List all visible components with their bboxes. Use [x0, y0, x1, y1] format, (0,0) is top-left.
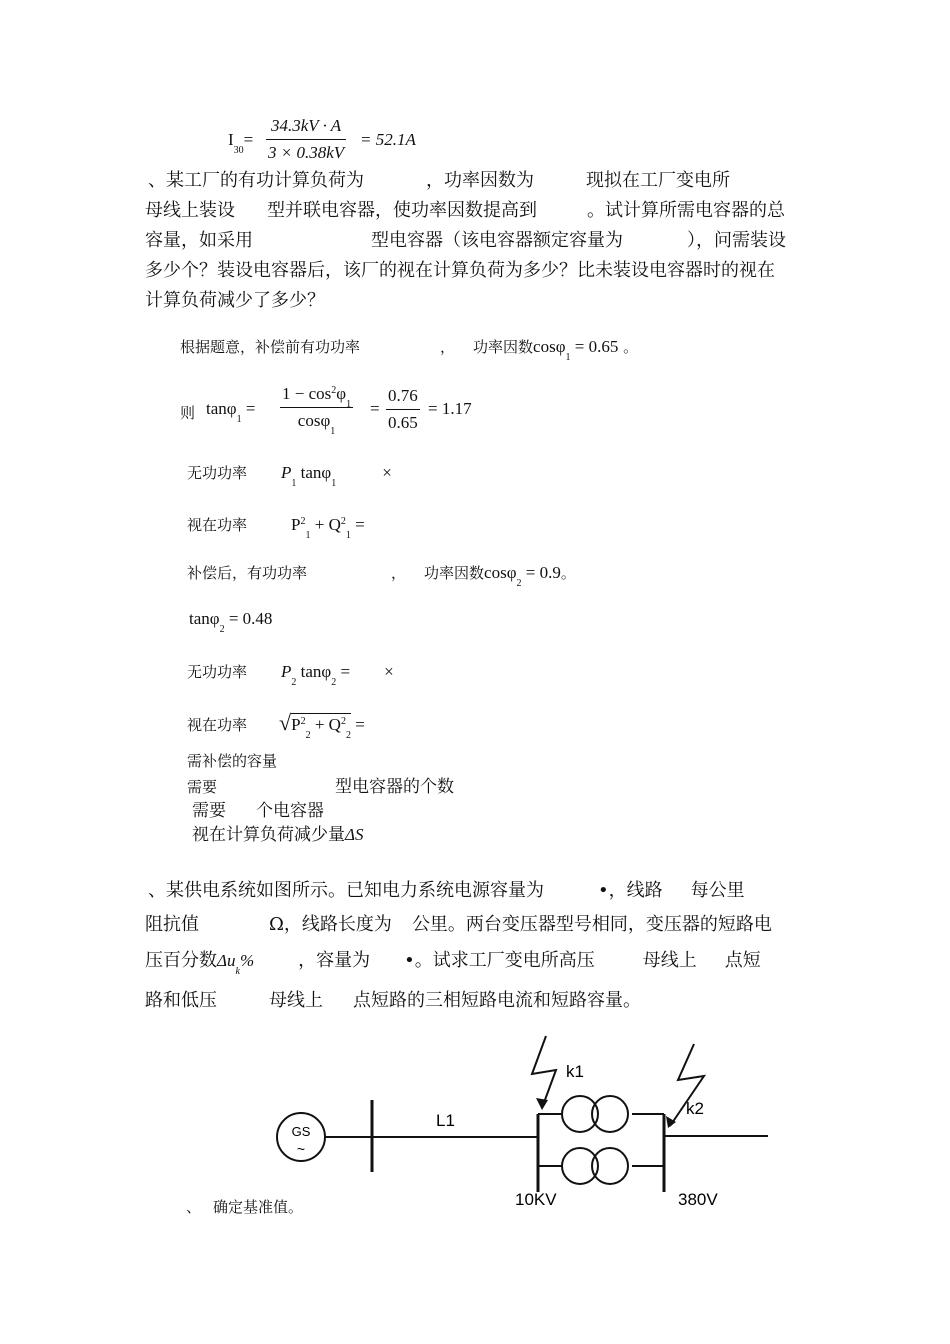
solution-step10: 需要 型电容器的个数 — [187, 777, 455, 797]
formula-result: = 52.1A — [360, 130, 416, 149]
solution-step8: 视在功率 $√P^2_2 + Q^2_2$ = — [187, 710, 365, 741]
k1-label: k1 — [566, 1062, 584, 1081]
formula-lhs: $I_{30}=$ — [228, 130, 254, 156]
solution-step3: 无功功率 $P_1$ tanφ$_1$× — [187, 463, 392, 489]
solution-step12: 视在计算负荷减少量ΔS — [192, 825, 364, 845]
solution-step11: 需要 个电容器 — [192, 801, 324, 821]
problem2-line2: 阻抗值 Ω，线路长度为 公里。两台变压器型号相同，变压器的短路电 — [145, 914, 772, 935]
problem2-line4: 路和低压 母线上 点短路的三相短路电流和短路容量。 — [145, 990, 641, 1011]
hv-voltage-label: 10KV — [515, 1190, 557, 1209]
lv-voltage-label: 380V — [678, 1190, 718, 1209]
problem1-line1: 、某工厂的有功计算负荷为 ，功率因数为 现拟在工厂变电所 — [148, 170, 730, 191]
solution-step4: 视在功率 $P^2_1 + Q^2_1$ = — [187, 515, 365, 541]
problem1-line2: 母线上装设 型并联电容器，使功率因数提高到 。试计算所需电容器的总 — [145, 200, 785, 221]
gs-tilde: ~ — [296, 1141, 306, 1157]
solution-step6: tanφ$_2$ = 0.48 — [189, 609, 273, 635]
solution-step9: 需补偿的容量 — [187, 752, 278, 770]
solution-step5: 补偿后，有功功率 ， 功率因数cosφ$_2$ = 0.9。 — [187, 563, 576, 589]
k1-arrow-head — [536, 1098, 548, 1110]
formula-fraction: $\frac{34.3kV \cdot A}{3 \times 0.38kV}$ — [268, 116, 345, 162]
gs-label: GS — [291, 1124, 311, 1139]
footer-step: 、 确定基准值。 — [186, 1198, 304, 1216]
solution-step7: 无功功率 $P_2$ tanφ$_2$ = × — [187, 662, 394, 688]
problem1-line5: 计算负荷减少了多少？ — [145, 290, 325, 311]
problem1-line4: 多少个？装设电容器后，该厂的视在计算负荷为多少？比未装设电容器时的视在 — [145, 260, 775, 281]
k1-fault-arrow — [532, 1036, 556, 1108]
problem2-line3: 压百分数$\Delta u_k\%$ ，容量为 •。试求工厂变电所高压 母线上 点短 — [145, 950, 761, 977]
solution-step1: 根据题意，补偿前有功功率 ， 功率因数cosφ$_1$ = 0.65 。 — [180, 337, 639, 363]
power-system-diagram — [260, 1030, 780, 1216]
problem2-line1: 、某供电系统如图所示。已知电力系统电源容量为 •，线路 每公里 — [148, 880, 745, 901]
line-label: L1 — [436, 1111, 455, 1130]
problem1-line3: 容量，如采用 型电容器（该电容器额定容量为 ），问需装设 — [145, 230, 786, 251]
k2-label: k2 — [686, 1099, 704, 1118]
